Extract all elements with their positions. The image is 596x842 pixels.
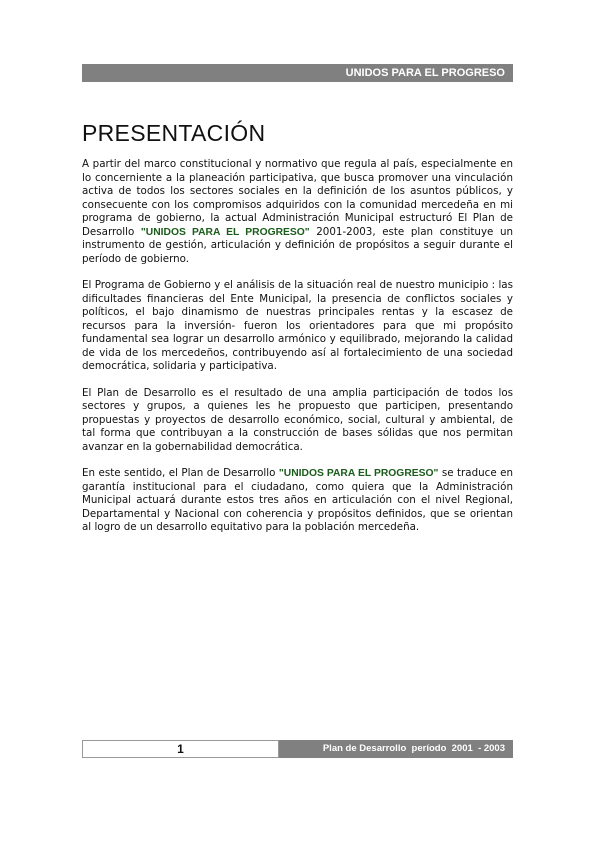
paragraph-3: El Plan de Desarrollo es el resultado de una amplia participación de todos los sectores y grupos, a quienes les he propuesto que participen, presentando propuestas y proyectos de desarrollo económico, social, cultural y ambiental, de tal forma que contribuyan a la construcción de bases sólidas que nos permitan avanzar en la gobernabilidad democrática. — [82, 386, 513, 453]
paragraph-1-text-b: 2001-2003, este plan constituye un instrumento de gestión, articulación y definición de propósitos a seguir durante el período de gobierno. — [82, 225, 513, 265]
page-number: 1 — [82, 740, 279, 758]
paragraph-4-text-a: En este sentido, el Plan de Desarrollo — [82, 467, 279, 479]
paragraph-4-text-b: se traduce en garantía institucional para el ciudadano, como quiera que la Administración Municipal actuará durante estos tres años en articulación con el nivel Regional, Departamental y Nacional con coherencia y propósitos definidos, que se orientan al logro de un desarrollo equitativo para la población mercedeña. — [82, 467, 513, 533]
page-title: PRESENTACIÓN — [82, 120, 266, 146]
page-footer — [82, 740, 513, 758]
plan-name-highlight: "UNIDOS PARA EL PROGRESO" — [278, 468, 439, 479]
document-body — [82, 158, 513, 548]
plan-name-highlight: "UNIDOS PARA EL PROGRESO" — [140, 226, 310, 238]
header-title: UNIDOS PARA EL PROGRESO — [345, 67, 505, 79]
paragraph-1 — [82, 158, 513, 266]
footer-text: Plan de Desarrollo período 2001 - 2003 — [279, 740, 513, 758]
paragraph-4 — [82, 467, 513, 535]
paragraph-1-text-a: A partir del marco constitucional y normativo que regula al país, especialmente en lo concerniente a la planeación participativa, que busca promover una vinculación activa de todos los sectores sociales en la definición de los asuntos públicos, y consecuente con los compromisos adquiridos con la comunidad mercedeña en mi programa de gobierno, la actual Administración Municipal estructuró El Plan de Desarrollo — [82, 158, 513, 238]
paragraph-2: El Programa de Gobierno y el análisis de la situación real de nuestro municipio : las dificultades financieras del Ente Municipal, la presencia de conflictos sociales y políticos, el bajo dinamismo de nuestras principales rentas y la escasez de recursos para la inversión- fueron los orientadores para que mi propósito fundamental sea lograr un desarrollo armónico y equilibrado, mejorando la calidad de vida de los mercedeños, contribuyendo así al fortalecimiento de una sociedad democrática, solidaria y participativa. — [82, 279, 513, 372]
page-header — [82, 64, 513, 82]
